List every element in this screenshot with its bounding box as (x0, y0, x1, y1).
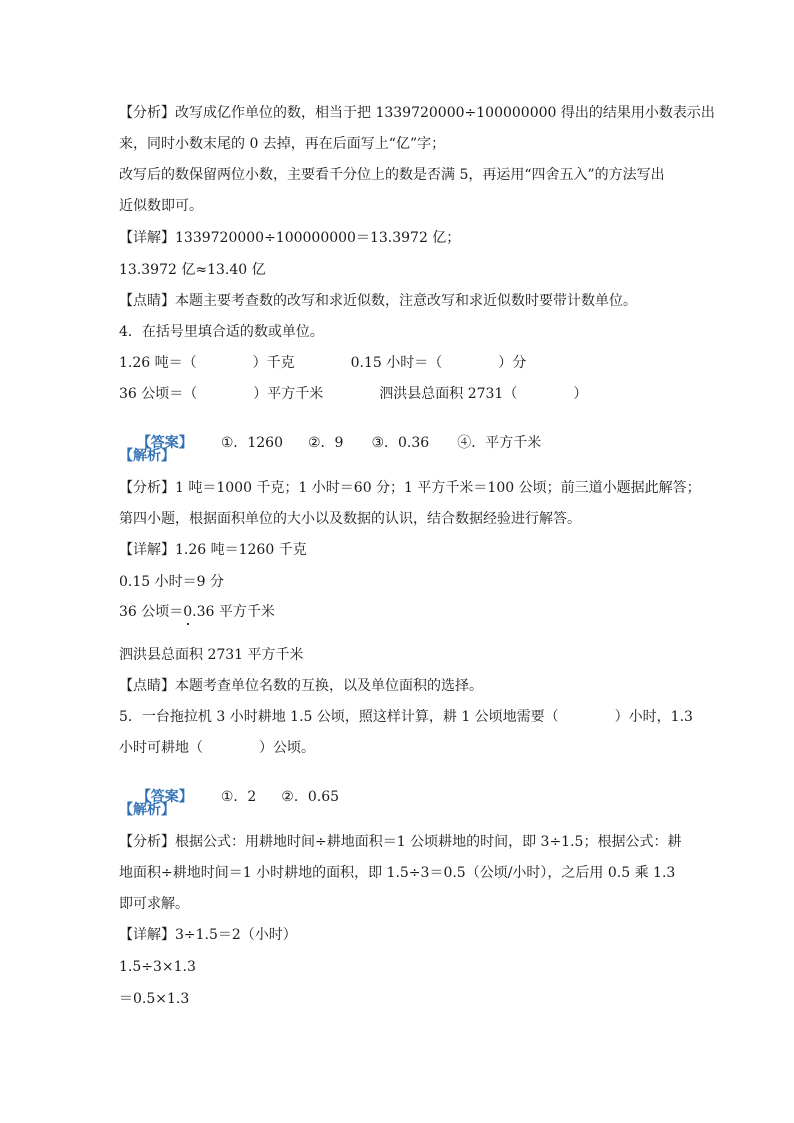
question-4-title: 4．在括号里填合适的数或单位。 (119, 324, 324, 340)
stray-dot (187, 623, 189, 625)
question-5-line1: 5．一台拖拉机 3 小时耕地 1.5 公顷，照这样计算，耕 1 公顷地需要（ ）小时，1.3 (119, 709, 693, 725)
answer-q4-row (119, 416, 541, 470)
solution-label: 【解析】 (119, 802, 175, 818)
question-5-line2: 小时可耕地（ ）公顷。 (119, 740, 315, 756)
answer-item: ①．1260 (220, 435, 283, 451)
detail-q3-line1: 【详解】1339720000÷100000000＝13.3972 亿； (119, 230, 461, 246)
answer-item: ②．9 (308, 435, 344, 451)
comment-q3: 【点睛】本题主要考查数的改写和求近似数，注意改写和求近似数时要带计数单位。 (119, 293, 637, 309)
analysis-q5-line1: 【分析】根据公式：用耕地时间÷耕地面积＝1 公顷耕地的时间，即 3÷1.5；根据公式：耕 (119, 834, 682, 850)
analysis-q3-line4: 近似数即可。 (119, 198, 203, 214)
question-4-row2: 36 公顷＝（ ）平方千米 泗洪县总面积 2731（ ） (119, 386, 588, 402)
question-4-row1: 1.26 吨＝（ ）千克 0.15 小时＝（ ）分 (119, 355, 527, 371)
detail-q5-line1: 【详解】3÷1.5＝2（小时） (119, 927, 297, 943)
answer-item: ①．2 (220, 789, 257, 805)
detail-q4-line1: 【详解】1.26 吨＝1260 千克 (119, 542, 307, 558)
answer-label: 【答案】 (136, 435, 193, 451)
analysis-q3-line1: 【分析】改写成亿作单位的数，相当于把 1339720000÷100000000 得出的结果用小数表示出 (119, 105, 715, 121)
comment-q4: 【点睛】本题考查单位名数的互换，以及单位面积的选择。 (119, 678, 483, 694)
analysis-q5-line2: 地面积÷耕地时间＝1 小时耕地的面积，即 1.5÷3＝0.5（公顷/小时），之后用 0.5 乘 1.3 (119, 865, 676, 881)
answer-item: ④．平方千米 (457, 435, 542, 451)
detail-q5-line3: ＝0.5×1.3 (119, 991, 190, 1007)
detail-q4-line4: 泗洪县总面积 2731 平方千米 (119, 647, 304, 663)
detail-q5-line2: 1.5÷3×1.3 (119, 959, 196, 975)
answer-item: ③．0.36 (371, 435, 430, 451)
analysis-q4-line2: 第四小题，根据面积单位的大小以及数据的认识，结合数据经验进行解答。 (119, 511, 581, 527)
detail-q3-line2: 13.3972 亿≈13.40 亿 (119, 262, 266, 278)
analysis-q4-line1: 【分析】1 吨＝1000 千克；1 小时＝60 分；1 平方千米＝100 公顷；前三道小题据此解答； (119, 480, 701, 496)
analysis-q5-line3: 即可求解。 (119, 896, 189, 912)
solution-label: 【解析】 (119, 448, 175, 464)
detail-q4-line3: 36 公顷＝0.36 平方千米 (119, 604, 275, 620)
analysis-q3-line3: 改写后的数保留两位小数，主要看千分位上的数是否满 5，再运用“四舍五入”的方法写出 (119, 167, 665, 183)
answer-label: 【答案】 (136, 789, 193, 805)
answer-item: ②．0.65 (281, 789, 340, 805)
detail-q4-line2: 0.15 小时＝9 分 (119, 574, 224, 590)
analysis-q3-line2: 来，同时小数末尾的 0 去掉，再在后面写上“亿”字； (119, 136, 446, 152)
